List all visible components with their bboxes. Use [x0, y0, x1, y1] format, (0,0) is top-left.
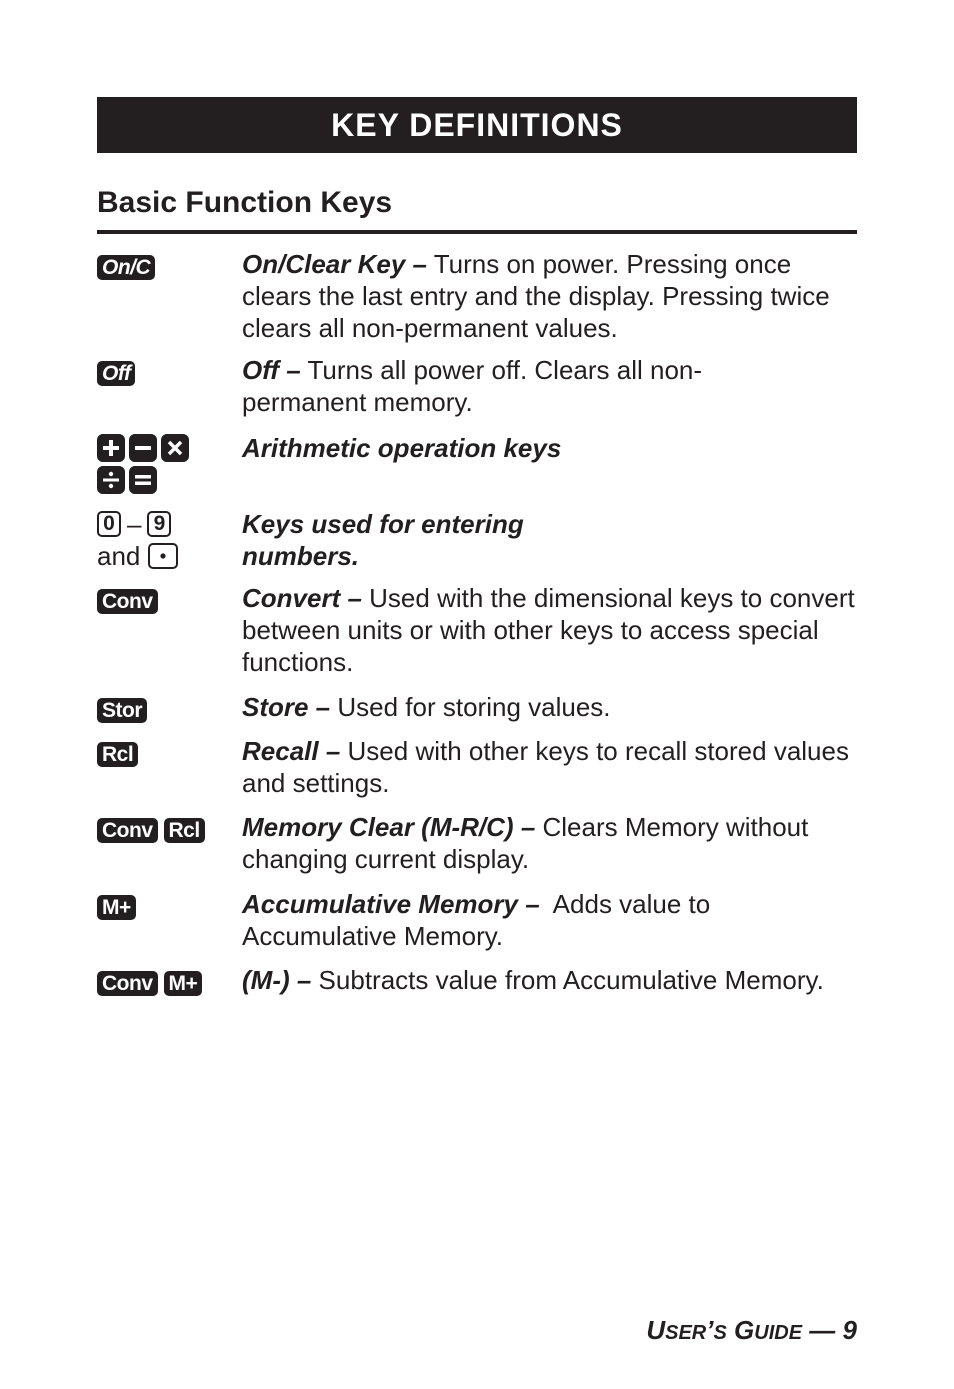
key-definitions-banner: [97, 97, 857, 153]
page-number: — 9: [802, 1315, 857, 1345]
definitions-list: [97, 248, 857, 1006]
definition-accumulative-memory: [97, 888, 857, 952]
definition-digits: [97, 508, 857, 572]
definition-memory-clear: [97, 811, 857, 875]
plus-key-icon: [97, 434, 125, 462]
convert-text: Used with the dimensional keys to convert between units or with other keys to access special functions.: [242, 583, 855, 677]
definition-m-minus: [97, 964, 857, 996]
store-text: Used for storing values.: [330, 692, 611, 722]
m-plus-key: M+: [97, 895, 136, 920]
definition-recall: [97, 735, 857, 799]
definition-store: [97, 691, 857, 723]
section-title: Basic Function Keys: [97, 184, 857, 234]
nine-key: 9: [147, 511, 171, 537]
decimal-point-key-icon: [148, 543, 178, 569]
rcl-key: Rcl: [97, 742, 138, 767]
recall-text: Used with other keys to recall stored values and settings.: [242, 736, 849, 799]
m-minus-term: (M-) –: [242, 965, 312, 996]
divide-key-icon: [97, 466, 125, 494]
m-minus-text: Subtracts value from Accumulative Memory.: [311, 965, 824, 996]
convert-term: Convert –: [242, 583, 362, 613]
footer-u: U: [646, 1315, 666, 1345]
minus-key-icon: [129, 434, 157, 462]
banner-title: KEY DEFINITIONS: [331, 106, 623, 143]
definition-on-clear: [97, 248, 857, 344]
accumulative-memory-text: Adds value to Accumulative Memory.: [242, 889, 717, 952]
range-dash: –: [127, 509, 142, 539]
stor-key: Stor: [97, 698, 147, 723]
footer-g: G: [726, 1315, 755, 1345]
accumulative-memory-term: Accumulative Memory –: [242, 889, 540, 920]
conv-key: Conv: [97, 971, 158, 996]
equals-key-icon: [129, 466, 157, 494]
recall-term: Recall –: [242, 736, 341, 767]
conv-key: Conv: [97, 589, 158, 614]
zero-key: 0: [97, 511, 121, 537]
and-label: and: [97, 541, 141, 571]
multiply-key-icon: [161, 434, 189, 462]
on-clear-key: On/C: [97, 255, 155, 280]
on-clear-term: On/Clear Key –: [242, 249, 427, 279]
off-text: Turns all power off. Clears all non-permanent memory.: [242, 355, 703, 417]
arithmetic-term: Arithmetic operation keys: [242, 433, 562, 463]
off-key: Off: [97, 361, 135, 386]
definition-convert: [97, 582, 857, 678]
memory-clear-text: Clears Memory without changing current display.: [242, 812, 809, 875]
footer-uide: UIDE: [754, 1322, 803, 1344]
conv-key: Conv: [97, 818, 158, 843]
m-plus-key: M+: [164, 971, 203, 996]
definition-arithmetic: [97, 432, 857, 496]
footer-apostrophe: ’: [706, 1315, 714, 1345]
page-footer: [646, 1314, 857, 1349]
off-term: Off –: [242, 355, 301, 385]
memory-clear-term: Memory Clear (M-R/C) –: [242, 812, 536, 843]
footer-ser: SER: [665, 1322, 707, 1344]
footer-s: S: [713, 1322, 727, 1344]
on-clear-text: Turns on power. Pressing once clears the last entry and the display. Pressing twice clears all non-permanent values.: [242, 249, 830, 343]
definition-off: [97, 354, 857, 418]
store-term: Store –: [242, 692, 331, 722]
digits-term: Keys used for entering numbers.: [242, 509, 524, 571]
rcl-key: Rcl: [164, 818, 205, 843]
